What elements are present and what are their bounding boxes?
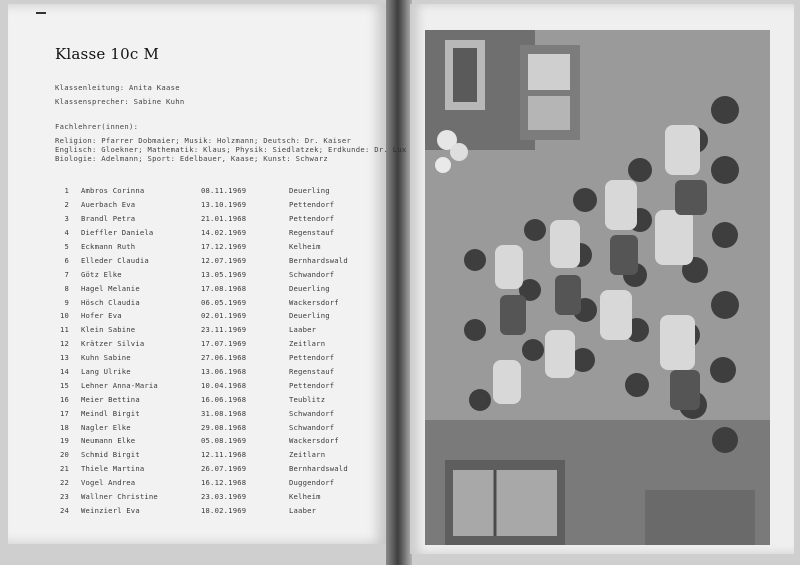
- student-birthdate: 08.11.1969: [201, 186, 247, 196]
- student-row: [55, 462, 385, 476]
- student-hometown: Bernhardswald: [289, 255, 348, 265]
- student-name: Götz Elke: [81, 269, 122, 279]
- student-row: [55, 365, 385, 379]
- student-number: 13: [59, 353, 69, 363]
- student-name: Meindl Birgit: [81, 408, 140, 418]
- student-name: Kuhn Sabine: [81, 353, 131, 363]
- student-row: [55, 253, 385, 267]
- student-number: 18: [59, 422, 69, 432]
- student-row: [55, 476, 385, 490]
- student-birthdate: 31.08.1968: [201, 408, 247, 418]
- student-row: [55, 295, 385, 309]
- class-photo: [425, 30, 770, 545]
- student-row: [55, 281, 385, 295]
- student-birthdate: 23.11.1969: [201, 325, 247, 335]
- student-hometown: Zeitlarn: [289, 339, 326, 349]
- student-name: Lehner Anna-Maria: [81, 380, 158, 390]
- student-number: 9: [64, 297, 69, 307]
- class-photo-image: [425, 30, 770, 545]
- student-birthdate: 12.07.1969: [201, 255, 247, 265]
- student-row: [55, 337, 385, 351]
- student-number: 6: [64, 255, 69, 265]
- student-birthdate: 02.01.1969: [201, 311, 247, 321]
- student-hometown: Schwandorf: [289, 408, 335, 418]
- student-hometown: Bernhardswald: [289, 464, 348, 474]
- student-number: 8: [64, 283, 69, 293]
- student-name: Neumann Elke: [81, 436, 136, 446]
- student-number: 4: [64, 228, 69, 238]
- student-number: 24: [59, 505, 69, 515]
- student-number: 14: [59, 367, 69, 377]
- student-name: Lang Ulrike: [81, 367, 131, 377]
- student-row: [55, 267, 385, 281]
- subject-teachers-line: Religion: Pfarrer Dobmaier; Musik: Holzmann; Deutsch: Dr. Kaiser: [55, 136, 352, 145]
- subject-teachers-line: Englisch: Gloekner; Mathematik: Klaus; Physik: Siedlatzek; Erdkunde: Dr. Lux: [55, 145, 407, 154]
- student-birthdate: 14.02.1969: [201, 228, 247, 238]
- student-name: Auerbach Eva: [81, 200, 136, 210]
- student-row: [55, 309, 385, 323]
- student-name: Thiele Martina: [81, 464, 145, 474]
- student-number: 21: [59, 464, 69, 474]
- student-birthdate: 16.12.1968: [201, 478, 247, 488]
- student-birthdate: 05.08.1969: [201, 436, 247, 446]
- student-number: 1: [64, 186, 69, 196]
- student-birthdate: 06.05.1969: [201, 297, 247, 307]
- student-birthdate: 17.08.1968: [201, 283, 247, 293]
- student-birthdate: 13.05.1969: [201, 269, 247, 279]
- student-name: Klein Sabine: [81, 325, 136, 335]
- subject-teachers-line: Biologie: Adelmann; Sport: Edelbauer, Kaase; Kunst: Schwarz: [55, 154, 329, 163]
- page-mark: [36, 12, 46, 14]
- student-number: 16: [59, 394, 69, 404]
- student-hometown: Zeitlarn: [289, 450, 326, 460]
- student-birthdate: 10.04.1968: [201, 380, 247, 390]
- student-number: 23: [59, 492, 69, 502]
- student-birthdate: 17.12.1969: [201, 242, 247, 251]
- student-number: 19: [59, 436, 69, 446]
- student-birthdate: 26.07.1969: [201, 464, 247, 474]
- student-row: [55, 212, 385, 226]
- student-row: [55, 351, 385, 365]
- class-speaker-line: Klassensprecher: Sabine Kuhn: [55, 97, 185, 106]
- student-name: Ambros Corinna: [81, 186, 145, 196]
- student-birthdate: 21.01.1968: [201, 214, 247, 224]
- student-roster: [55, 184, 385, 517]
- student-hometown: Pettendorf: [289, 200, 335, 210]
- student-name: Elleder Claudia: [81, 255, 149, 265]
- student-number: 12: [59, 339, 69, 349]
- student-hometown: Deuerling: [289, 283, 330, 293]
- student-hometown: Regenstauf: [289, 228, 335, 238]
- student-name: Eckmann Ruth: [81, 242, 136, 251]
- student-name: Hösch Claudia: [81, 297, 140, 307]
- student-birthdate: 17.07.1969: [201, 339, 247, 349]
- student-hometown: Schwandorf: [289, 422, 335, 432]
- student-name: Krätzer Silvia: [81, 339, 145, 349]
- student-number: 2: [64, 200, 69, 210]
- student-row: [55, 198, 385, 212]
- student-birthdate: 29.08.1968: [201, 422, 247, 432]
- student-hometown: Duggendorf: [289, 478, 335, 488]
- student-row: [55, 240, 385, 254]
- student-hometown: Schwandorf: [289, 269, 335, 279]
- student-hometown: Laaber: [289, 505, 317, 515]
- page-title: Klasse 10c M: [55, 45, 160, 63]
- subject-teachers-heading: Fachlehrer(innen):: [55, 122, 139, 131]
- student-name: Dieffler Daniela: [81, 228, 154, 238]
- student-hometown: Kelheim: [289, 242, 321, 251]
- student-name: Nagler Elke: [81, 422, 131, 432]
- student-birthdate: 27.06.1968: [201, 353, 247, 363]
- student-row: [55, 184, 385, 198]
- student-row: [55, 420, 385, 434]
- student-number: 20: [59, 450, 69, 460]
- student-name: Wallner Christine: [81, 492, 158, 502]
- student-hometown: Teublitz: [289, 394, 326, 404]
- student-birthdate: 23.03.1969: [201, 492, 247, 502]
- student-hometown: Wackersdorf: [289, 436, 339, 446]
- student-row: [55, 226, 385, 240]
- student-birthdate: 13.10.1969: [201, 200, 247, 210]
- student-birthdate: 12.11.1968: [201, 450, 247, 460]
- student-hometown: Laaber: [289, 325, 317, 335]
- student-row: [55, 448, 385, 462]
- student-birthdate: 16.06.1968: [201, 394, 247, 404]
- student-number: 17: [59, 408, 69, 418]
- student-hometown: Regenstauf: [289, 367, 335, 377]
- student-number: 10: [59, 311, 69, 321]
- student-hometown: Wackersdorf: [289, 297, 339, 307]
- student-number: 7: [64, 269, 69, 279]
- student-number: 15: [59, 380, 69, 390]
- student-name: Brandl Petra: [81, 214, 136, 224]
- student-row: [55, 378, 385, 392]
- student-number: 11: [59, 325, 69, 335]
- class-teacher-line: Klassenleitung: Anita Kaase: [55, 83, 180, 92]
- student-row: [55, 503, 385, 517]
- student-name: Weinzierl Eva: [81, 505, 140, 515]
- student-hometown: Deuerling: [289, 311, 330, 321]
- student-number: 22: [59, 478, 69, 488]
- student-name: Schmid Birgit: [81, 450, 140, 460]
- student-hometown: Kelheim: [289, 492, 321, 502]
- student-hometown: Pettendorf: [289, 380, 335, 390]
- student-number: 3: [64, 214, 69, 224]
- student-number: 5: [64, 242, 69, 251]
- student-row: [55, 323, 385, 337]
- student-row: [55, 392, 385, 406]
- student-hometown: Deuerling: [289, 186, 330, 196]
- student-name: Vogel Andrea: [81, 478, 136, 488]
- student-name: Hagel Melanie: [81, 283, 140, 293]
- student-hometown: Pettendorf: [289, 353, 335, 363]
- student-name: Meier Bettina: [81, 394, 140, 404]
- student-name: Hofer Eva: [81, 311, 122, 321]
- student-row: [55, 434, 385, 448]
- student-hometown: Pettendorf: [289, 214, 335, 224]
- student-birthdate: 13.06.1968: [201, 367, 247, 377]
- student-row: [55, 406, 385, 420]
- book-gutter: [386, 0, 412, 565]
- student-birthdate: 18.02.1969: [201, 505, 247, 515]
- student-row: [55, 490, 385, 504]
